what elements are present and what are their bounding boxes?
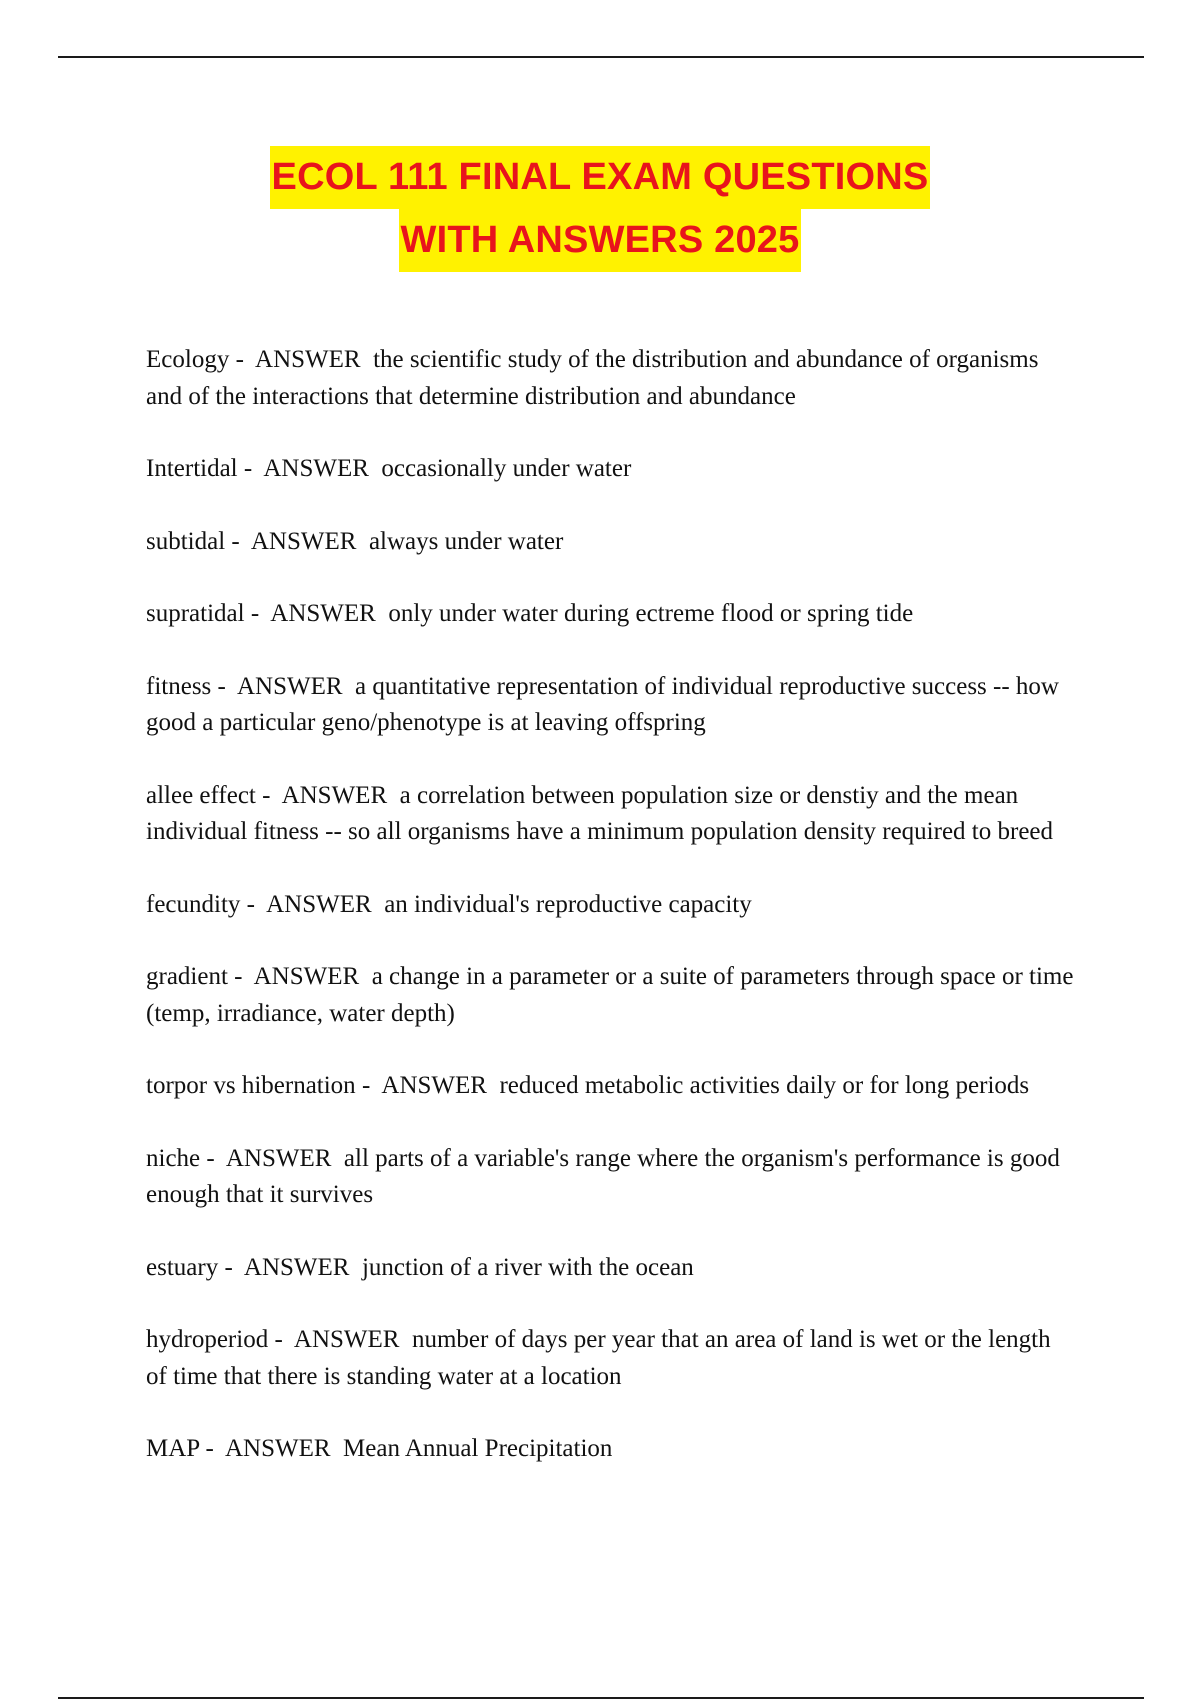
qa-separator: -: [200, 1144, 226, 1172]
qa-term: Ecology: [146, 346, 230, 373]
qa-term: fecundity: [146, 890, 241, 918]
qa-separator: -: [268, 1326, 294, 1353]
qa-term: torpor vs hibernation: [146, 1072, 356, 1099]
answer-label: ANSWER: [281, 781, 388, 809]
qa-separator: [331, 1435, 344, 1462]
qa-separator: -: [355, 1072, 382, 1099]
qa-term: estuary: [146, 1253, 219, 1281]
qa-item: [146, 778, 1076, 851]
answer-label: ANSWER: [293, 1326, 400, 1353]
answer-label: ANSWER: [266, 890, 372, 918]
qa-term: gradient: [146, 963, 228, 990]
qa-separator: -: [227, 963, 254, 990]
title-line-1: ECOL 111 FINAL EXAM QUESTIONS: [270, 146, 931, 209]
qa-item: [146, 1068, 1076, 1105]
qa-separator: [369, 455, 382, 482]
qa-answer: only under water during ectreme flood or spring tide: [388, 600, 914, 627]
qa-separator: -: [218, 1253, 244, 1281]
qa-separator: -: [211, 672, 237, 700]
qa-term: allee effect: [146, 781, 256, 809]
qa-item: [146, 1141, 1076, 1214]
qa-term: MAP: [146, 1435, 200, 1462]
answer-label: ANSWER: [225, 1144, 332, 1172]
answer-label: ANSWER: [236, 672, 343, 700]
qa-separator: -: [225, 527, 251, 555]
qa-separator: -: [237, 455, 264, 482]
answer-label: ANSWER: [253, 963, 360, 990]
answer-label: ANSWER: [263, 455, 369, 482]
qa-term: hydroperiod: [146, 1326, 269, 1353]
qa-list: [146, 342, 1080, 1504]
qa-item: [146, 451, 1076, 488]
qa-separator: [359, 963, 372, 990]
qa-answer: an individual's reproductive capacity: [384, 890, 752, 918]
qa-separator: [399, 1326, 412, 1353]
qa-term: subtidal: [146, 527, 226, 555]
answer-label: ANSWER: [270, 600, 376, 627]
qa-item: [146, 1250, 1076, 1287]
page-title: [0, 146, 1200, 272]
qa-separator: [331, 1145, 344, 1172]
qa-item: [146, 596, 1076, 633]
qa-answer: a change in a parameter or a suite of parameters through space or time (temp, irradiance, water depth): [146, 963, 1080, 1027]
qa-separator: -: [244, 600, 271, 627]
qa-answer: number of days per year that an area of land is wet or the length of time that there is standing water at a location: [146, 1326, 1057, 1390]
qa-separator: [372, 891, 385, 918]
qa-separator: [349, 1254, 362, 1281]
qa-answer: Mean Annual Precipitation: [343, 1435, 613, 1462]
qa-separator: [387, 782, 400, 809]
qa-item: [146, 959, 1080, 1032]
answer-label: ANSWER: [250, 527, 357, 555]
qa-item: [146, 1322, 1076, 1395]
answer-label: ANSWER: [224, 1435, 331, 1462]
answer-label: ANSWER: [243, 1253, 350, 1281]
top-rule: [58, 56, 1144, 58]
qa-separator: -: [240, 890, 267, 918]
qa-separator: [361, 346, 374, 373]
qa-answer: a correlation between population size or denstiy and the mean individual fitness -- so all organisms have a minimum population density required to breed: [146, 781, 1054, 845]
qa-separator: [376, 600, 389, 627]
bottom-rule: [58, 1697, 1144, 1699]
qa-item: [146, 524, 1076, 561]
qa-answer: all parts of a variable's range where the organism's performance is good enough that it survives: [146, 1144, 1067, 1208]
qa-separator: -: [255, 781, 282, 809]
qa-answer: a quantitative representation of individual reproductive success -- how good a particular geno/phenotype is at leaving offspring: [146, 672, 1066, 736]
qa-item: [146, 342, 1076, 415]
qa-term: Intertidal: [146, 455, 238, 482]
qa-item: [146, 887, 1076, 924]
qa-item: [146, 1431, 1076, 1468]
qa-term: niche: [146, 1144, 201, 1172]
qa-item: [146, 669, 1076, 742]
qa-separator: -: [199, 1435, 225, 1462]
qa-answer: junction of a river with the ocean: [361, 1253, 694, 1281]
qa-answer: reduced metabolic activities daily or for long periods: [499, 1072, 1030, 1099]
qa-separator: [487, 1072, 500, 1099]
qa-answer: occasionally under water: [381, 455, 632, 482]
title-line-2: WITH ANSWERS 2025: [399, 209, 802, 272]
qa-separator: -: [229, 346, 256, 373]
qa-answer: always under water: [368, 527, 564, 555]
qa-separator: [343, 673, 356, 700]
answer-label: ANSWER: [381, 1072, 487, 1099]
qa-answer: the scientific study of the distribution and abundance of organisms and of the interactions that determine distribution and abundance: [146, 346, 1045, 410]
qa-term: fitness: [146, 672, 212, 700]
qa-term: supratidal: [146, 600, 245, 627]
qa-separator: [356, 528, 369, 555]
answer-label: ANSWER: [255, 346, 361, 373]
